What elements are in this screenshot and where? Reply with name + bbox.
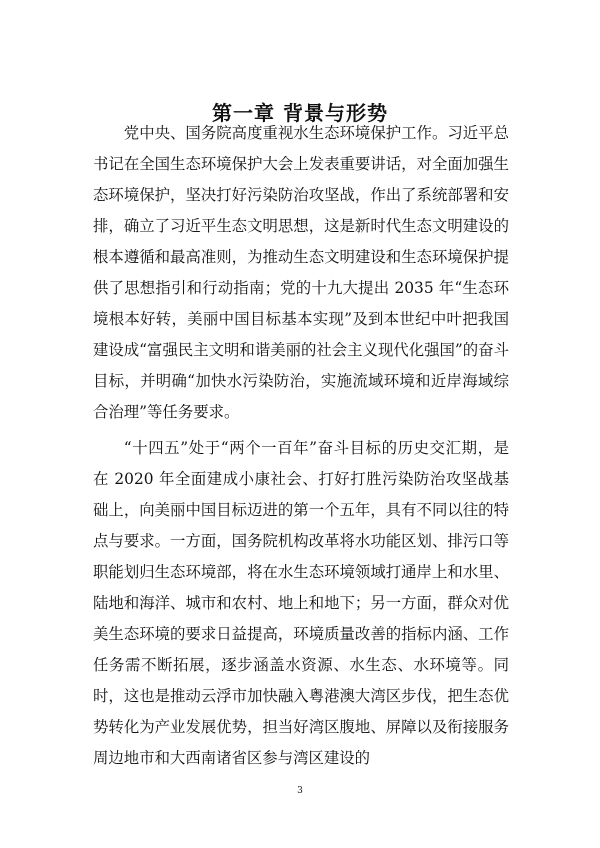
- page-number: 3: [297, 786, 303, 796]
- chapter-title: 第一章 背景与形势: [212, 101, 388, 126]
- paragraph-background: 党中央、国务院高度重视水生态环境保护工作。习近平总书记在全国生态环境保护大会上发表重要讲话，对全面加强生态环境保护，坚决打好污染防治攻坚战，作出了系统部署和安排，确立了习近平生态文明思想，这是新时代生态文明建设的根本遵循和最高准则，为推动生态文明建设和生态环境保护提供了思想指引和行动指南；党的十九大提出 2035 年“生态环境根本好转，美丽中国目标基本实现”及到本世纪中叶把我国建设成“富强民主文明和谐美丽的社会主义现代化强国”的奋斗目标，并明确“加快水污染防治，实施流域环境和近岸海域综合治理”等任务要求。: [93, 124, 509, 421]
- paragraph-situation: “十四五”处于“两个一百年”奋斗目标的历史交汇期，是在 2020 年全面建成小康社会、打好打胜污染防治攻坚战基础上，向美丽中国目标迈进的第一个五年，具有不同以往的特点与要求。一方面，国务院机构改革将水功能区划、排污口等职能划归生态环境部，将在水生态环境领域打通岸上和水里、陆地和海洋、城市和农村、地上和地下；另一方面，群众对优美生态环境的要求日益提高，环境质量改善的指标内涵、工作任务需不断拓展，逐步涵盖水资源、水生态、水环境等。同时，这也是推动云浮市加快融入粤港澳大湾区步伐，把生态优势转化为产业发展优势，担当好湾区腹地、屏障以及衔接服务周边地市和大西南诸省区参与湾区建设的: [93, 439, 509, 767]
